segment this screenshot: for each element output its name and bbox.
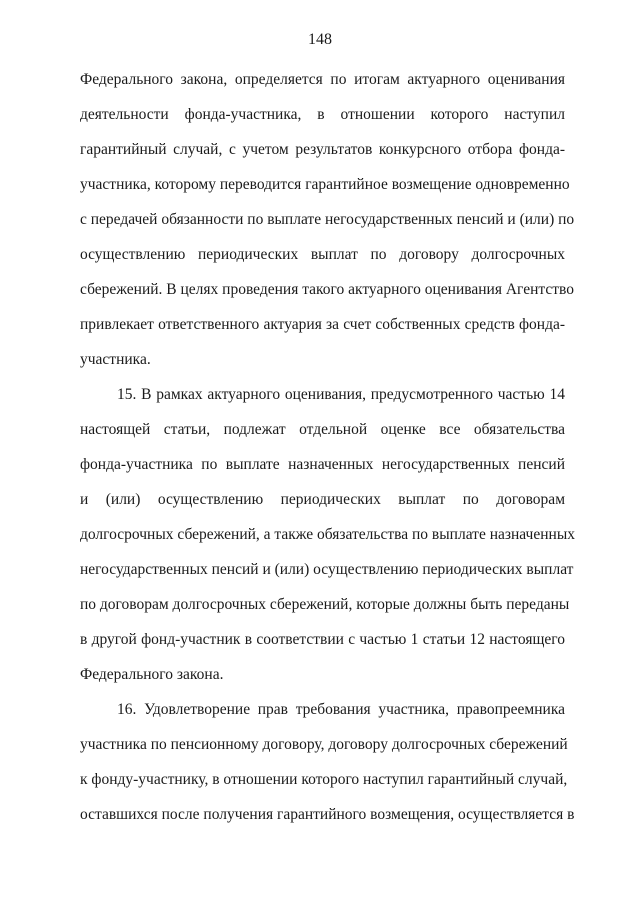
text-line: Федерального закона. bbox=[80, 666, 224, 683]
text-line: сбережений. В целях проведения такого актуарного оценивания Агентство bbox=[80, 281, 574, 298]
text-line: негосударственных пенсий и (или) осуществлению периодических выплат bbox=[80, 561, 574, 578]
text-line: к фонду-участнику, в отношении которого наступил гарантийный случай, bbox=[80, 771, 568, 788]
text-line: фонда-участника по выплате назначенных негосударственных пенсий bbox=[80, 456, 565, 473]
text-line: привлекает ответственного актуария за счет собственных средств фонда- bbox=[80, 316, 565, 333]
text-line: участника. bbox=[80, 351, 151, 368]
text-line: участника по пенсионному договору, договору долгосрочных сбережений bbox=[80, 736, 568, 753]
text-line: оставшихся после получения гарантийного возмещения, осуществляется в bbox=[80, 806, 575, 823]
text-line: участника, которому переводится гарантийное возмещение одновременно bbox=[80, 176, 570, 193]
page-number: 148 bbox=[308, 31, 332, 48]
text-line: деятельности фонда-участника, в отношении которого наступил bbox=[80, 106, 565, 123]
text-line: и (или) осуществлению периодических выплат по договорам bbox=[80, 491, 565, 508]
text-line: осуществлению периодических выплат по договору долгосрочных bbox=[80, 246, 565, 263]
text-line: по договорам долгосрочных сбережений, которые должны быть переданы bbox=[80, 596, 570, 613]
paragraph-15-first-line: 15. В рамках актуарного оценивания, предусмотренного частью 14 bbox=[117, 386, 565, 403]
text-line: настоящей статьи, подлежат отдельной оценке все обязательства bbox=[80, 421, 565, 438]
text-line: Федерального закона, определяется по итогам актуарного оценивания bbox=[80, 71, 565, 88]
text-line: долгосрочных сбережений, а также обязательства по выплате назначенных bbox=[80, 526, 575, 543]
text-line: гарантийный случай, с учетом результатов конкурсного отбора фонда- bbox=[80, 141, 565, 158]
text-line: в другой фонд-участник в соответствии с частью 1 статьи 12 настоящего bbox=[80, 631, 565, 648]
text-line: с передачей обязанности по выплате негосударственных пенсий и (или) по bbox=[80, 211, 575, 228]
paragraph-16-first-line: 16. Удовлетворение прав требования участника, правопреемника bbox=[117, 701, 565, 718]
